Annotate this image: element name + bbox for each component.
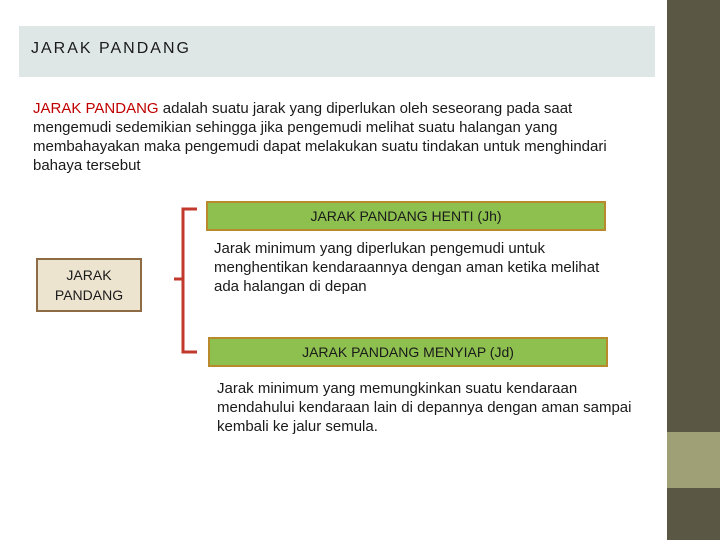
slide-title: JARAK PANDANG [31, 40, 191, 57]
jarak-pandang-box [36, 258, 142, 312]
jarak-pandang-menyiap-text: JARAK PANDANG MENYIAP (Jd) [302, 344, 514, 360]
decorative-strip-bottom [667, 488, 720, 540]
jarak-pandang-henti-text: JARAK PANDANG HENTI (Jh) [310, 208, 502, 224]
jarak-pandang-menyiap-label [208, 337, 608, 367]
jarak-pandang-menyiap-description: Jarak minimum yang memungkinkan suatu kendaraan mendahului kendaraan lain di depannya dengan aman sampai kembali ke jalur semula. [217, 380, 632, 435]
jarak-pandang-line2: PANDANG [54, 287, 124, 303]
intro-paragraph [33, 99, 633, 175]
jarak-pandang-henti-description: Jarak minimum yang diperlukan pengemudi untuk menghentikan kendaraannya dengan aman ketika melihat ada halangan di depan [214, 240, 600, 295]
decorative-strip-middle [667, 432, 720, 488]
jarak-pandang-line1: JARAK [66, 267, 112, 283]
decorative-strip-top [667, 0, 720, 432]
jarak-pandang-henti-label [206, 201, 606, 231]
title-bar [19, 26, 655, 77]
intro-text: adalah suatu jarak yang diperlukan oleh seseorang pada saat mengemudi sedemikian sehingga jika pengemudi melihat suatu halangan yang membahayakan maka pengemudi dapat melakukan suatu tindakan untuk menghindari bahaya tersebut [33, 100, 607, 174]
intro-term: JARAK PANDANG [33, 100, 159, 117]
bracket-connector [172, 207, 202, 355]
